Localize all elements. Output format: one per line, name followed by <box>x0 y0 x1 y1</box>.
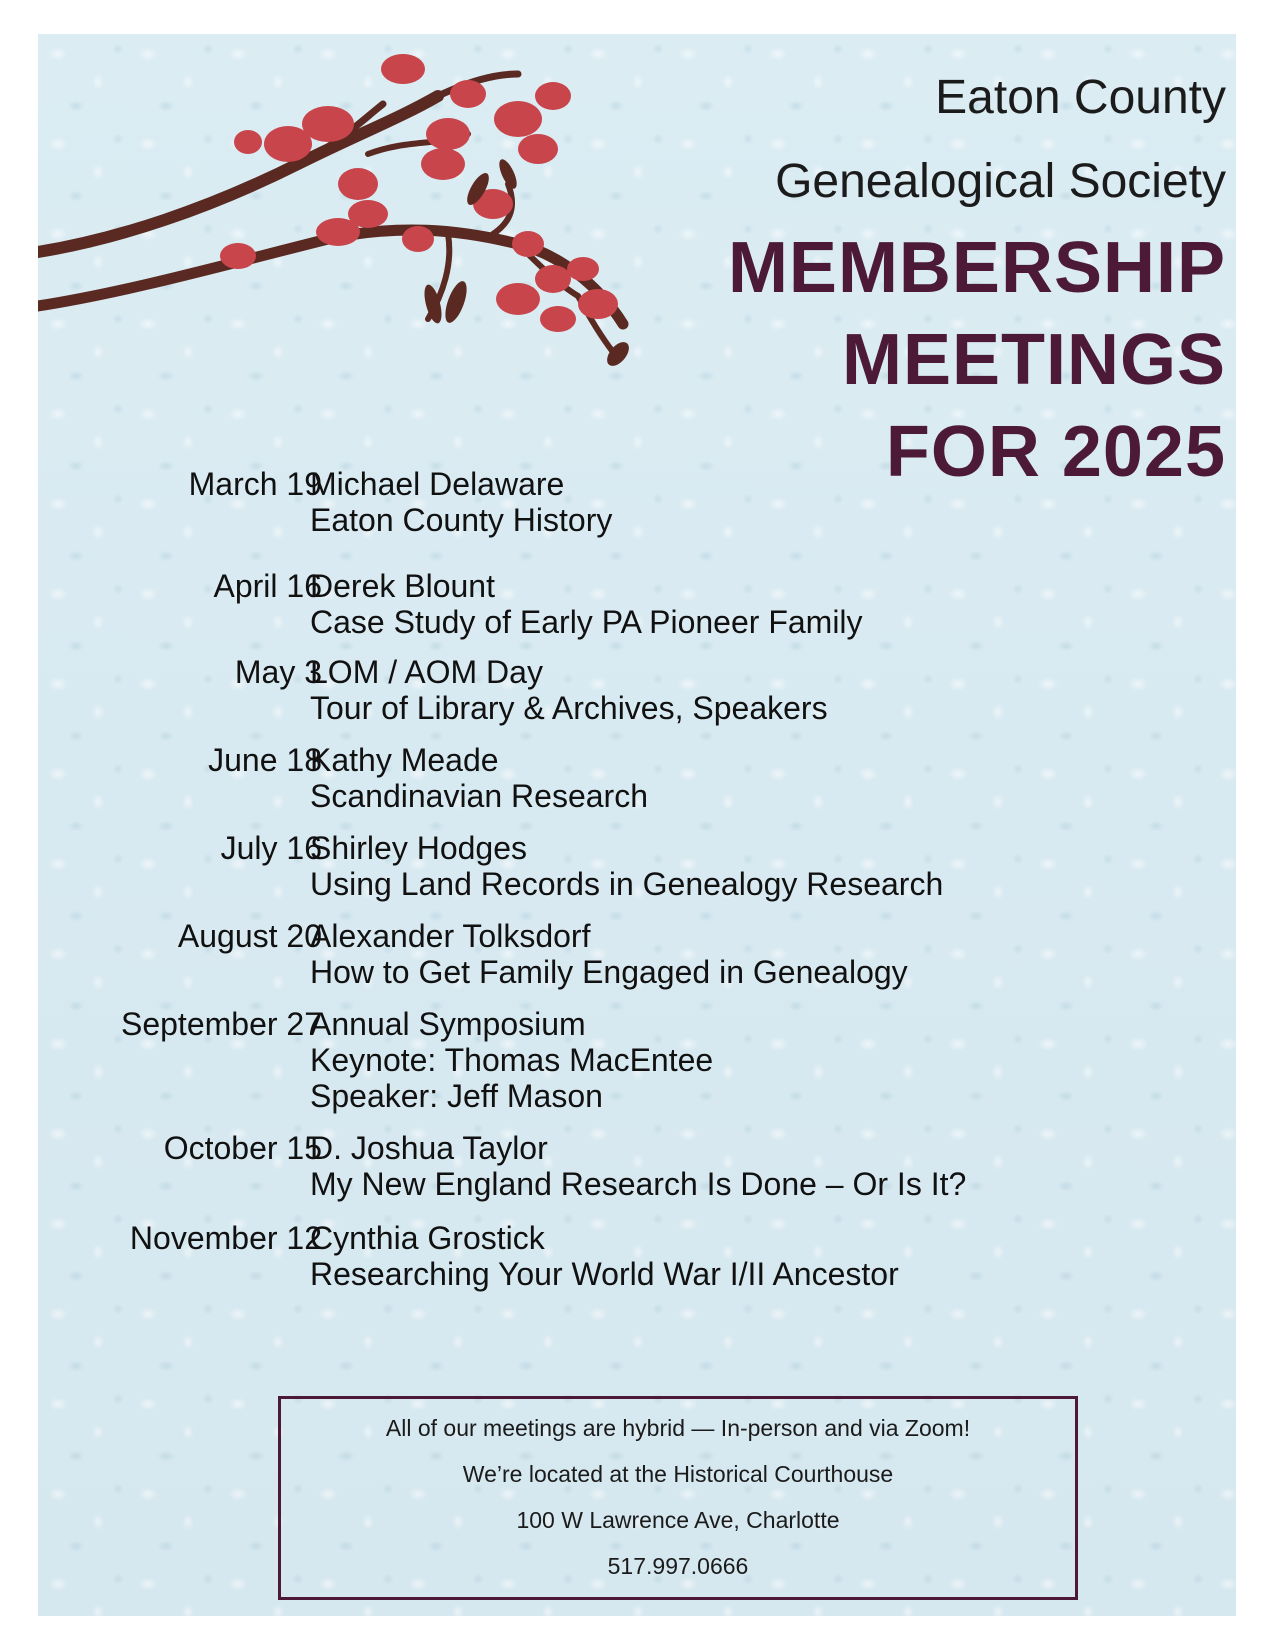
meeting-date: April 16 <box>213 568 322 604</box>
page-title-line1: MEMBERSHIP <box>727 228 1226 308</box>
society-name-line1: Eaton County <box>935 71 1226 124</box>
info-box <box>278 1396 1078 1600</box>
meeting-details <box>310 654 828 726</box>
meeting-date: November 12 <box>129 1220 322 1256</box>
meeting-topic: Case Study of Early PA Pioneer Family <box>310 604 863 640</box>
meeting-topic: How to Get Family Engaged in Genealogy <box>310 954 908 990</box>
meeting-details <box>310 830 943 902</box>
meeting-details <box>310 466 612 538</box>
meeting-topic: Researching Your World War I/II Ancestor <box>310 1256 899 1292</box>
meeting-speaker: Alexander Tolksdorf <box>310 918 591 954</box>
society-name-line2: Genealogical Society <box>775 155 1226 208</box>
page-title-line3: FOR 2025 <box>885 412 1226 492</box>
meeting-speaker: Annual Symposium <box>310 1006 586 1042</box>
meeting-details <box>310 1006 713 1114</box>
meeting-date: October 15 <box>163 1130 322 1166</box>
meeting-details <box>310 1220 899 1292</box>
meeting-date: August 20 <box>177 918 322 954</box>
meeting-speaker: D. Joshua Taylor <box>310 1130 548 1166</box>
meeting-date: March 19 <box>188 466 322 502</box>
meeting-speaker: Shirley Hodges <box>310 830 527 866</box>
meeting-schedule <box>38 34 1236 1616</box>
address: 100 W Lawrence Ave, Charlotte <box>516 1507 840 1533</box>
hybrid-note: All of our meetings are hybrid — In-person and via Zoom! <box>385 1415 971 1441</box>
meeting-topic: Scandinavian Research <box>310 778 648 814</box>
meeting-speaker: Michael Delaware <box>310 466 565 502</box>
meeting-speaker: Derek Blount <box>310 568 495 604</box>
location-note: We’re located at the Historical Courthouse <box>462 1461 894 1487</box>
meeting-speaker: LOM / AOM Day <box>310 654 543 690</box>
meeting-topic: Speaker: Jeff Mason <box>310 1078 603 1114</box>
meeting-topic: Using Land Records in Genealogy Research <box>310 866 944 902</box>
meeting-date: September 27 <box>120 1006 322 1042</box>
meeting-topic: Keynote: Thomas MacEntee <box>310 1042 714 1078</box>
phone-number: 517.997.0666 <box>607 1553 749 1579</box>
meeting-speaker: Cynthia Grostick <box>310 1220 545 1256</box>
meeting-date: June 18 <box>208 742 322 778</box>
meeting-details <box>310 918 908 990</box>
meeting-topic: Tour of Library & Archives, Speakers <box>310 690 828 726</box>
meeting-speaker: Kathy Meade <box>310 742 499 778</box>
flyer <box>38 34 1236 1616</box>
meeting-date: May 3 <box>234 654 322 690</box>
meeting-details <box>310 1130 966 1202</box>
page-title-line2: MEETINGS <box>841 320 1226 400</box>
meeting-topic: Eaton County History <box>310 502 613 538</box>
meeting-topic: My New England Research Is Done – Or Is It? <box>310 1166 967 1202</box>
meeting-details <box>310 742 648 814</box>
meeting-date: July 16 <box>220 830 322 866</box>
meeting-details <box>310 568 863 640</box>
